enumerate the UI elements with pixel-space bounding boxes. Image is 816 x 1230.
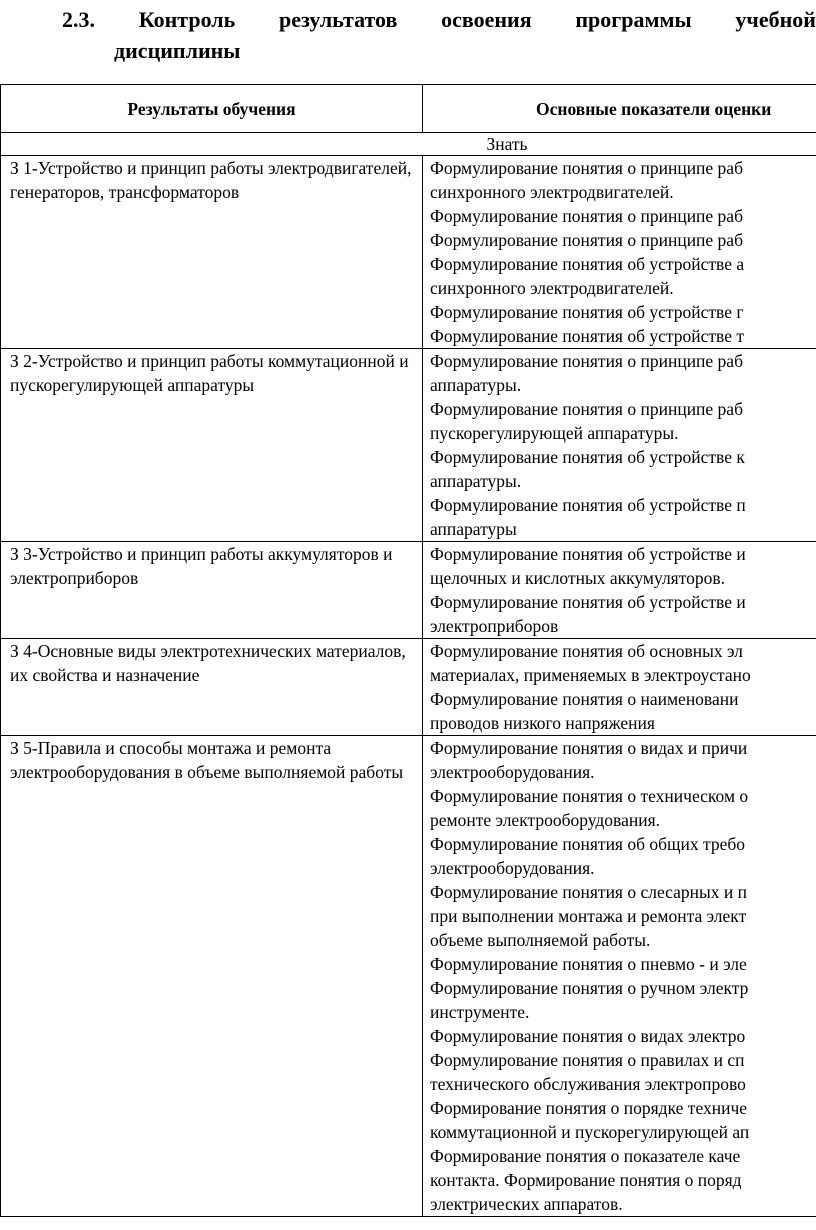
indicator-line: аппаратуры (430, 519, 517, 539)
indicator-line: объеме выполняемой работы. (430, 930, 651, 950)
indicator-line: Формулирование понятия о принципе раб (430, 230, 743, 250)
table-row (1, 156, 816, 349)
indicator-line: Формулирование понятия о видах электро (430, 1026, 746, 1046)
indicators-cell (423, 542, 816, 639)
indicator-line: Формулирование понятия об основных эл (430, 641, 743, 661)
indicator-line: электрооборудования. (430, 858, 595, 878)
section-heading (62, 4, 816, 66)
table-row (1, 542, 816, 639)
indicator-line: Формулирование понятия о принципе раб (430, 351, 743, 371)
indicator-line: ремонте электрооборудования. (430, 810, 661, 830)
indicator-line: синхронного электродвигателей. (430, 182, 674, 202)
indicator-line: инструменте. (430, 1002, 530, 1022)
indicator-line: Формулирование понятия о наименовани (430, 689, 739, 709)
indicator-line: Формирование понятия о порядке техниче (430, 1098, 748, 1118)
indicator-line: Формулирование понятия о пневмо - и эле (430, 954, 747, 974)
column-header-results: Результаты обучения (1, 85, 423, 133)
table-row (1, 349, 816, 542)
indicator-line: Формулирование понятия об общих требо (430, 834, 746, 854)
indicator-line: Формирование понятия о показателе каче (430, 1146, 741, 1166)
indicator-line: Формулирование понятия об устройстве г (430, 302, 744, 322)
heading-word: Контроль (138, 7, 236, 32)
table-header-row (1, 85, 816, 133)
result-cell: З 1-Устройство и принцип работы электродвигателей, генераторов, трансформаторов (1, 156, 423, 349)
indicator-line: при выполнении монтажа и ремонта элект (430, 906, 747, 926)
result-cell: З 4-Основные виды электротехнических материалов, их свойства и назначение (1, 639, 423, 736)
result-cell: З 3-Устройство и принцип работы аккумуляторов и электроприборов (1, 542, 423, 639)
indicator-line: материалах, применяемых в электроустано (430, 665, 751, 685)
table-row (1, 736, 816, 1217)
indicator-line: Формулирование понятия об устройстве и (430, 592, 746, 612)
indicators-cell (423, 156, 816, 349)
indicator-line: контакта. Формирование понятия о поряд (430, 1170, 742, 1190)
heading-word: результатов (279, 7, 398, 32)
indicator-line: электрических аппаратов. (430, 1194, 623, 1214)
indicator-line: аппаратуры. (430, 375, 522, 395)
indicator-line: щелочных и кислотных аккумуляторов. (430, 568, 726, 588)
indicator-line: Формулирование понятия об устройстве и (430, 544, 746, 564)
result-cell: З 2-Устройство и принцип работы коммутационной и пускорегулирующей аппаратуры (1, 349, 423, 542)
indicator-line: Формулирование понятия о принципе раб (430, 206, 743, 226)
indicator-line: Формулирование понятия об устройстве к (430, 447, 745, 467)
indicator-line: Формулирование понятия об устройстве а (430, 254, 745, 274)
heading-word: освоения (441, 7, 532, 32)
table-row (1, 639, 816, 736)
table-subheader-row (1, 133, 816, 156)
indicator-line: Формулирование понятия о правилах и сп (430, 1050, 745, 1070)
indicator-line: синхронного электродвигателей. (430, 278, 674, 298)
indicator-line: Формулирование понятия о техническом о (430, 786, 749, 806)
indicator-line: Формулирование понятия об устройстве т (430, 326, 744, 346)
indicators-cell (423, 736, 816, 1217)
indicator-line: Формулирование понятия о принципе раб (430, 158, 743, 178)
indicator-line: проводов низкого напряжения (430, 713, 655, 733)
heading-word: программы (575, 7, 692, 32)
heading-word: учебной (735, 7, 816, 32)
indicator-line: аппаратуры. (430, 471, 522, 491)
result-cell: З 5-Правила и способы монтажа и ремонта электрооборудования в объеме выполняемой работы (1, 736, 423, 1217)
indicator-line: Формулирование понятия о принципе раб (430, 399, 743, 419)
indicator-line: коммутационной и пускорегулирующей ап (430, 1122, 750, 1142)
indicator-line: Формулирование понятия о ручном электр (430, 978, 749, 998)
subheader-know: Знать (1, 133, 816, 156)
results-table (0, 84, 816, 1217)
indicator-line: Формулирование понятия об устройстве п (430, 495, 746, 515)
column-header-indicators: Основные показатели оценки (423, 85, 816, 133)
indicator-line: технического обслуживания электропрово (430, 1074, 746, 1094)
indicator-line: электрооборудования. (430, 762, 595, 782)
indicators-cell (423, 639, 816, 736)
indicators-cell (423, 349, 816, 542)
results-table-container (0, 84, 816, 1230)
indicator-line: пускорегулирующей аппаратуры. (430, 423, 679, 443)
indicator-line: Формулирование понятия о слесарных и п (430, 882, 748, 902)
indicator-line: Формулирование понятия о видах и причи (430, 738, 748, 758)
heading-line-2: дисциплины (114, 38, 241, 63)
heading-number: 2.3. (62, 7, 95, 32)
indicator-line: электроприборов (430, 616, 559, 636)
